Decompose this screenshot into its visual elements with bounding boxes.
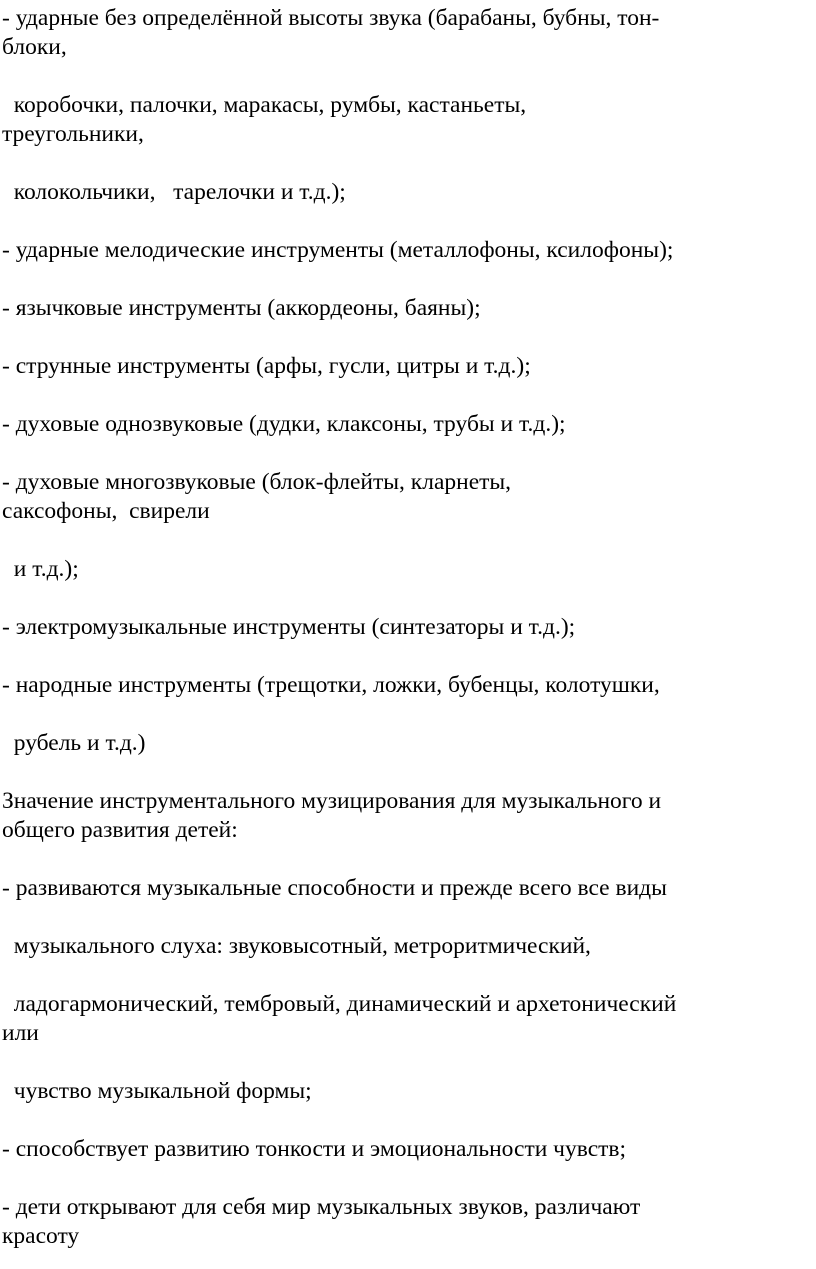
text-line: - развиваются музыкальные способности и прежде всего все виды — [2, 875, 667, 901]
text-line: колокольчики, тарелочки и т.д.); — [2, 179, 346, 205]
text-line: - ударные мелодические инструменты (металлофоны, ксилофоны); — [2, 237, 674, 263]
paragraph — [2, 91, 816, 149]
text-line: или — [2, 1020, 39, 1046]
text-line: - духовые многозвуковые (блок-флейты, кларнеты, — [2, 469, 512, 495]
paragraph — [2, 671, 816, 700]
paragraph — [2, 178, 816, 207]
text-line: - духовые однозвуковые (дудки, клаксоны, трубы и т.д.); — [2, 411, 566, 437]
paragraph — [2, 1077, 816, 1106]
text-line: - дети открывают для себя мир музыкальных звуков, различают — [2, 1194, 641, 1220]
text-line: блоки, — [2, 34, 67, 60]
text-line: саксофоны, свирели — [2, 498, 210, 524]
text-line: Значение инструментального музицирования для музыкального и — [2, 788, 662, 814]
text-line: - язычковые инструменты (аккордеоны, баяны); — [2, 295, 481, 321]
text-line: - ударные без определённой высоты звука (барабаны, бубны, тон- — [2, 5, 660, 31]
text-line: коробочки, палочки, маракасы, румбы, кастаньеты, — [2, 92, 527, 118]
text-line: - народные инструменты (трещотки, ложки, бубенцы, колотушки, — [2, 672, 660, 698]
paragraph — [2, 729, 816, 758]
text-line: чувство музыкальной формы; — [2, 1078, 312, 1104]
paragraph — [2, 874, 816, 903]
text-line: общего развития детей: — [2, 817, 238, 843]
paragraph — [2, 613, 816, 642]
text-line: - струнные инструменты (арфы, гусли, цитры и т.д.); — [2, 353, 531, 379]
text-line: музыкального слуха: звуковысотный, метроритмический, — [2, 933, 591, 959]
paragraph — [2, 410, 816, 439]
text-line: ладогармонический, тембровый, динамический и архетонический — [2, 991, 677, 1017]
text-line: - электромузыкальные инструменты (синтезаторы и т.д.); — [2, 614, 576, 640]
paragraph — [2, 932, 816, 961]
paragraph — [2, 1193, 816, 1251]
text-line: - способствует развитию тонкости и эмоциональности чувств; — [2, 1136, 627, 1162]
paragraph — [2, 787, 816, 845]
paragraph — [2, 990, 816, 1048]
paragraph — [2, 1135, 816, 1164]
text-line: красоту — [2, 1223, 80, 1249]
paragraph — [2, 294, 816, 323]
paragraph — [2, 352, 816, 381]
paragraph — [2, 236, 816, 265]
text-line: треугольники, — [2, 121, 144, 147]
paragraph — [2, 4, 816, 62]
text-line: и т.д.); — [2, 556, 79, 582]
paragraph — [2, 468, 816, 526]
text-line: рубель и т.д.) — [2, 730, 146, 756]
paragraph — [2, 555, 816, 584]
